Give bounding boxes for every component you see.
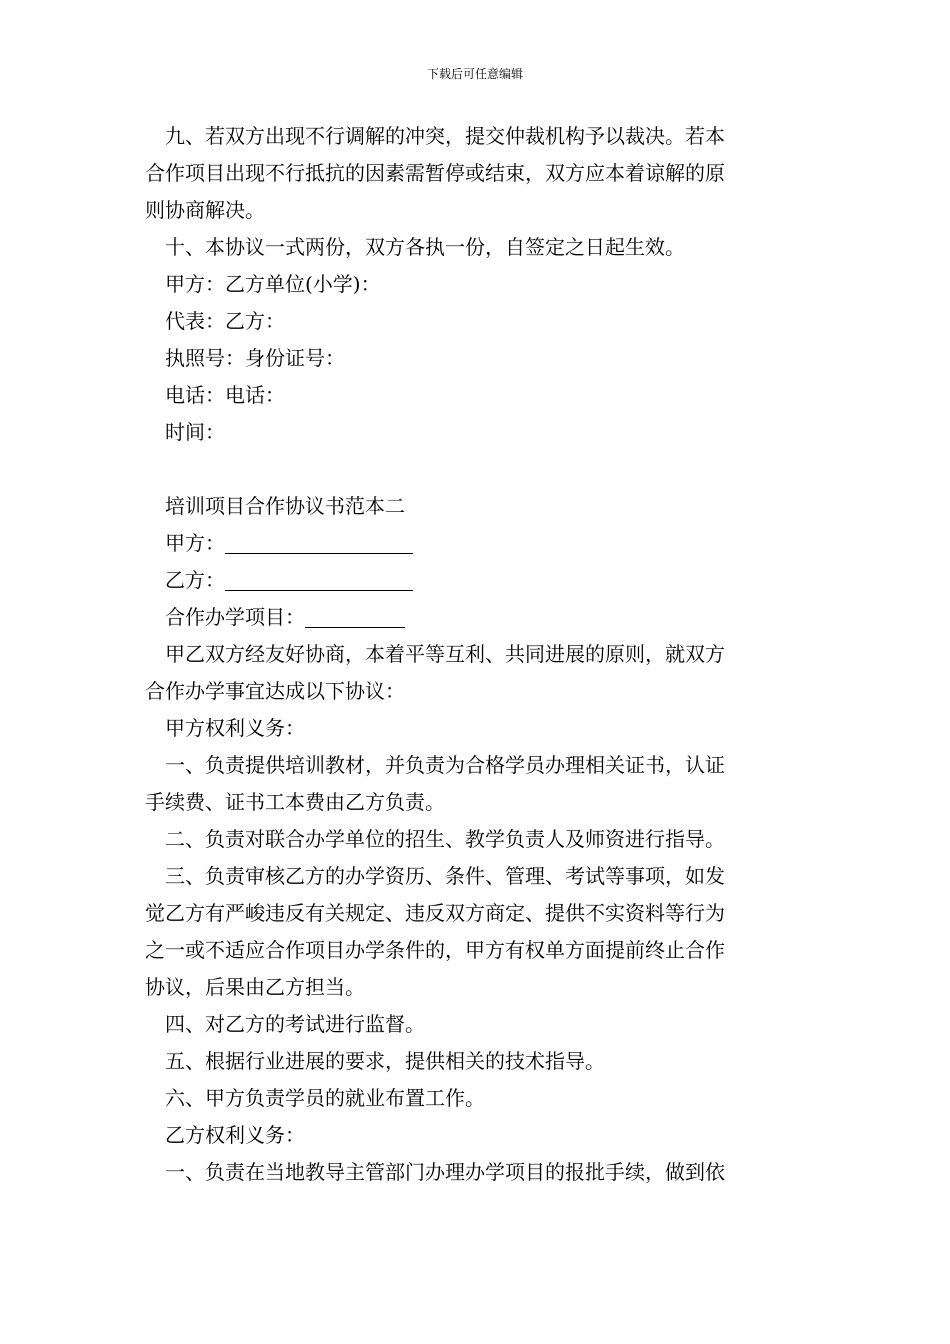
section-spacer	[145, 451, 807, 488]
clause-9-line-3: 则协商解决。	[145, 198, 265, 222]
party-a-duty-1-line-2: 手续费、证书工本费由乙方负责。	[145, 790, 445, 814]
signature-license: 执照号：身份证号：	[165, 346, 345, 370]
party-a-blank-line	[225, 531, 413, 554]
party-a-label: 甲方：	[165, 531, 225, 555]
party-a-duty-4: 四、对乙方的考试进行监督。	[165, 1012, 425, 1036]
party-a-duty-3-line-2: 觉乙方有严峻违反有关规定、违反双方商定、提供不实资料等行为	[145, 901, 725, 925]
project-label: 合作办学项目：	[165, 605, 305, 629]
signature-time: 时间：	[165, 420, 225, 444]
signature-representative: 代表：乙方：	[165, 309, 285, 333]
signature-party-a: 甲方：乙方单位(小学)：	[165, 272, 381, 296]
party-b-field	[145, 562, 807, 599]
signature-phone: 电话：电话：	[165, 383, 285, 407]
page-header-note: 下载后可任意编辑	[426, 67, 523, 81]
party-a-duty-6: 六、甲方负责学员的就业布置工作。	[165, 1086, 485, 1110]
party-b-duties-heading: 乙方权利义务：	[165, 1123, 305, 1147]
party-a-duty-2: 二、负责对联合办学单位的招生、教学负责人及师资进行指导。	[165, 827, 725, 851]
intro-line-2: 合作办学事宜达成以下协议：	[145, 679, 405, 703]
project-field	[145, 599, 807, 636]
party-b-duty-1-line-1: 一、负责在当地教导主管部门办理办学项目的报批手续，做到依	[165, 1160, 725, 1184]
clause-9-line-1: 九、若双方出现不行调解的冲突，提交仲裁机构予以裁决。若本	[165, 124, 725, 148]
intro-line-1: 甲乙双方经友好协商，本着平等互利、共同进展的原则，就双方	[165, 642, 725, 666]
party-a-duty-5: 五、根据行业进展的要求，提供相关的技术指导。	[165, 1049, 605, 1073]
project-blank-line	[305, 605, 405, 628]
party-a-duty-3-line-3: 之一或不适应合作项目办学条件的，甲方有权单方面提前终止合作	[145, 938, 725, 962]
party-a-duty-3-line-1: 三、负责审核乙方的办学资历、条件、管理、考试等事项，如发	[165, 864, 725, 888]
clause-10: 十、本协议一式两份，双方各执一份，自签定之日起生效。	[165, 235, 685, 259]
party-b-label: 乙方：	[165, 568, 225, 592]
party-b-blank-line	[225, 568, 413, 591]
document-body	[145, 118, 807, 1191]
party-a-duty-3-line-4: 协议，后果由乙方担当。	[145, 975, 365, 999]
party-a-duties-heading: 甲方权利义务：	[165, 716, 305, 740]
clause-9-line-2: 合作项目出现不行抵抗的因素需暂停或结束，双方应本着谅解的原	[145, 161, 725, 185]
agreement-title: 培训项目合作协议书范本二	[165, 494, 405, 518]
party-a-field	[145, 525, 807, 562]
party-a-duty-1-line-1: 一、负责提供培训教材，并负责为合格学员办理相关证书，认证	[165, 753, 725, 777]
